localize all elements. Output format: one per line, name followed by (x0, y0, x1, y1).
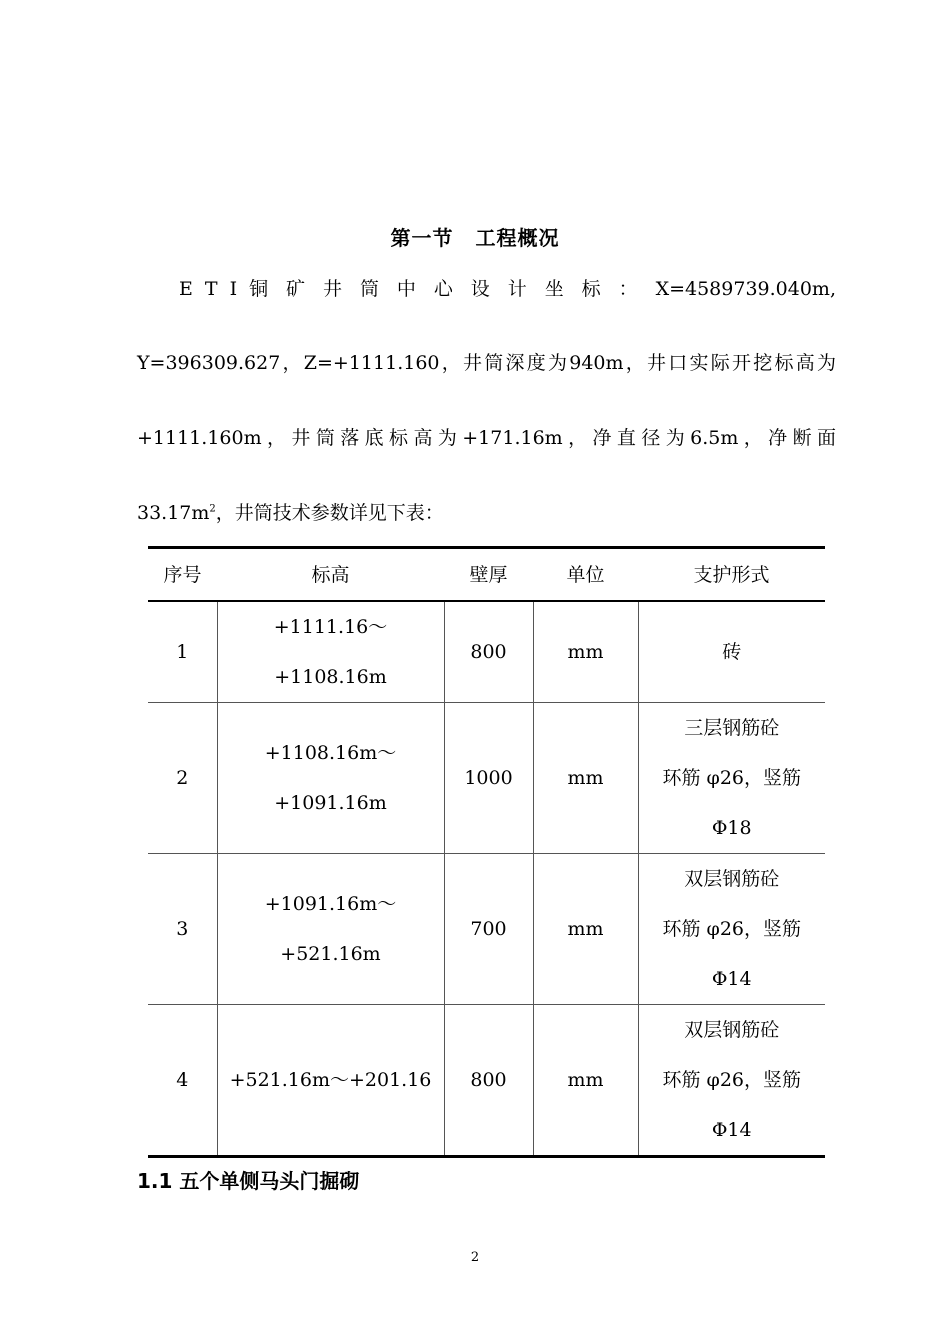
subsection-heading (137, 1165, 359, 1194)
header-no: 序号 (163, 563, 202, 586)
cell-unit: mm (533, 601, 638, 703)
cell-elevation: +521.16m～+201.16 (217, 1005, 444, 1157)
cell-support: 砖 (638, 601, 825, 703)
intro-line-4-pre: 33.17m (137, 502, 210, 524)
cell-support: 三层钢筋砼 环筋 φ26，竖筋 Φ18 (638, 703, 825, 854)
intro-line-4 (137, 498, 444, 525)
cell-no: 4 (176, 1069, 189, 1091)
section-number: 第一节 (390, 226, 454, 250)
header-thickness: 壁厚 (469, 563, 508, 586)
table-row (148, 854, 825, 1005)
cell-no: 1 (176, 641, 189, 663)
superscript: 2 (209, 503, 216, 515)
header-elevation: 标高 (311, 563, 350, 586)
table-row (148, 703, 825, 854)
cell-thickness: 800 (444, 601, 533, 703)
cell-elevation: +1108.16m～ +1091.16m (217, 703, 444, 854)
subsection-number: 1.1 (137, 1169, 173, 1193)
section-title (0, 222, 950, 251)
table-header-row (148, 548, 825, 602)
header-support: 支护形式 (693, 563, 770, 586)
cell-thickness: 800 (444, 1005, 533, 1157)
page-number: 2 (470, 1250, 480, 1265)
intro-line-1 (137, 274, 836, 301)
header-unit: 单位 (566, 563, 605, 586)
table-row (148, 601, 825, 703)
cell-elevation: +1111.16～ +1108.16m (217, 601, 444, 703)
cell-elevation: +1091.16m～ +521.16m (217, 854, 444, 1005)
cell-no: 2 (176, 767, 189, 789)
intro-line-1-coord: X=4589739.040m, (655, 278, 836, 300)
cell-unit: mm (533, 703, 638, 854)
intro-line-4-post: ，井筒技术参数详见下表： (215, 502, 444, 524)
cell-no: 3 (176, 918, 189, 940)
subsection-title: 五个单侧马头门掘砌 (179, 1169, 360, 1193)
cell-thickness: 700 (444, 854, 533, 1005)
section-name: 工程概况 (475, 226, 560, 250)
cell-unit: mm (533, 1005, 638, 1157)
shaft-parameters-table (148, 546, 825, 1158)
intro-line-3: +1111.160m，井筒落底标高为+171.16m，净直径为6.5m，净断面 (137, 427, 836, 449)
cell-thickness: 1000 (444, 703, 533, 854)
cell-unit: mm (533, 854, 638, 1005)
cell-support: 双层钢筋砼 环筋 φ26，竖筋 Φ14 (638, 854, 825, 1005)
cell-support: 双层钢筋砼 环筋 φ26，竖筋 Φ14 (638, 1005, 825, 1157)
intro-line-1-head: E T I 铜 矿 井 筒 中 心 设 计 坐 标 ： (179, 278, 644, 300)
intro-line-2: Y=396309.627，Z=+1111.160，井筒深度为940m，井口实际开挖标高为 (137, 352, 836, 374)
table-row (148, 1005, 825, 1157)
